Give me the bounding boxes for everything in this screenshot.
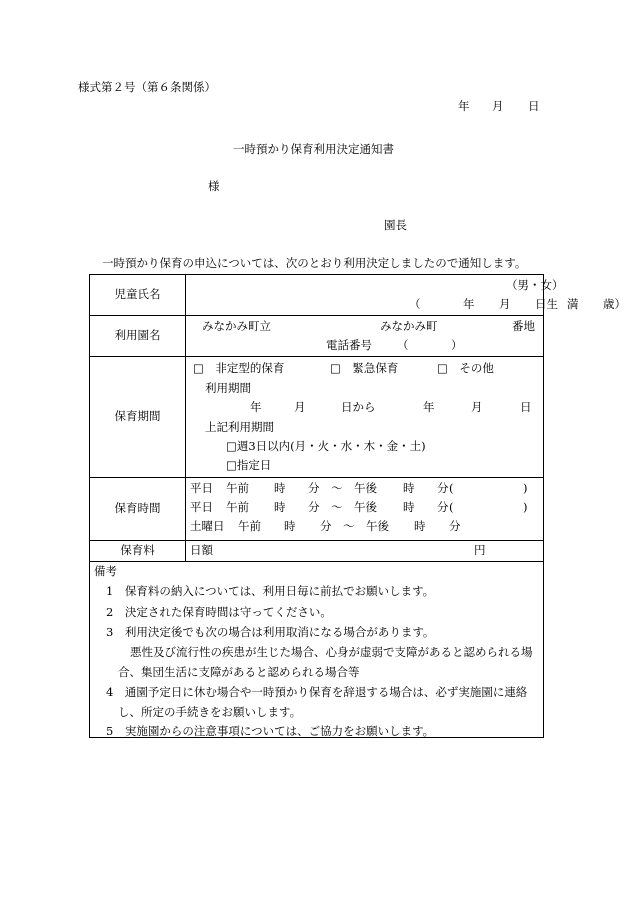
note-1: 1 保育料の納入については、利用日毎に前払でお願いします。 (106, 584, 435, 598)
time-saturday: 土曜日 (190, 519, 225, 533)
period-year2: 年 (423, 400, 435, 414)
dob-year: 年 (463, 297, 475, 311)
gender-choice: （男・女） (506, 278, 564, 292)
time-minute-3a: 分 (320, 519, 332, 533)
row-notes (90, 562, 544, 738)
age-full: 満 (567, 297, 579, 311)
fee-yen: 円 (474, 543, 486, 557)
note-3-line-b: 合、集団生活に支障があると認められる場合等 (118, 665, 360, 679)
dob-open: （ (409, 297, 421, 311)
note-4-line-b: し、所定の手続きをお願いします。 (118, 705, 302, 719)
time-paren-open-1: ( (449, 481, 454, 495)
note-2: 2 決定された保育時間は守ってください。 (106, 605, 332, 619)
note-5: 5 実施園からの注意事項については、ご協力をお願いします。 (106, 724, 435, 738)
checkbox-within-3-days[interactable]: □週3日以内(月・火・水・木・金・土) (226, 439, 426, 453)
label-period: 保育期間 (90, 357, 186, 478)
note-3-line-a: 悪性及び流行性の疾患が生じた場合、心身が虚弱で支障があると認められる場 (130, 645, 533, 659)
time-am-2: 午前 (226, 500, 249, 514)
recipient-suffix: 様 (208, 179, 220, 193)
period-year1: 年 (250, 400, 262, 414)
time-paren-close-2: ) (523, 500, 528, 514)
row-period (90, 357, 544, 478)
time-hour-2a: 時 (274, 500, 286, 514)
checkbox-other[interactable]: □ その他 (437, 361, 494, 375)
note-4-line-a: 4 通園予定日に休む場合や一時預かり保育を辞退する場合は、必ず実施園に連絡 (106, 685, 528, 699)
period-from: 日から (341, 400, 376, 414)
time-weekday-2: 平日 (190, 500, 213, 514)
document-title: 一時預かり保育利用決定通知書 (233, 142, 394, 156)
intro-text: 一時預かり保育の申込については、次のとおり利用決定しましたので通知します。 (102, 256, 527, 270)
time-paren-close-1: ) (523, 481, 528, 495)
phone-open: （ (397, 338, 409, 352)
checkbox-designated-day[interactable]: □指定日 (226, 458, 272, 472)
date-year: 年 (458, 99, 470, 113)
child-name-cell (186, 275, 626, 316)
time-am-3: 午前 (238, 519, 261, 533)
time-tilde-3: 〜 (343, 519, 355, 533)
row-child-name (90, 275, 544, 316)
period-cell (186, 357, 544, 478)
period-month1: 月 (294, 400, 306, 414)
time-pm-2: 午後 (354, 500, 377, 514)
date-day: 日 (528, 99, 540, 113)
facility-town-right: みなかみ町 (380, 319, 438, 333)
time-minute-3b: 分 (449, 519, 461, 533)
label-fee: 保育料 (90, 541, 186, 562)
label-time: 保育時間 (90, 478, 186, 541)
time-minute-1a: 分 (308, 481, 320, 495)
dob-month: 月 (499, 297, 511, 311)
time-minute-2a: 分 (308, 500, 320, 514)
checkbox-emergency[interactable]: □ 緊急保育 (330, 361, 399, 375)
note-3: 3 利用決定後でも次の場合は利用取消になる場合があります。 (106, 625, 435, 639)
period-day2: 日 (520, 400, 532, 414)
dob-born: 日生 (535, 297, 558, 311)
time-tilde-1: 〜 (331, 481, 343, 495)
facility-town-left: みなかみ町立 (202, 319, 271, 333)
time-weekday-1: 平日 (190, 481, 213, 495)
time-hour-1a: 時 (274, 481, 286, 495)
notes-cell (90, 562, 544, 738)
time-hour-3b: 時 (414, 519, 426, 533)
time-minute-2b: 分 (437, 500, 449, 514)
time-hour-1b: 時 (403, 481, 415, 495)
row-fee (90, 541, 544, 562)
above-period-label: 上記利用期間 (205, 420, 274, 434)
label-facility: 利用園名 (90, 316, 186, 357)
time-minute-1b: 分 (437, 481, 449, 495)
phone-close: ） (451, 338, 463, 352)
notes-heading: 備考 (94, 564, 117, 578)
time-tilde-2: 〜 (331, 500, 343, 514)
sender-title: 園長 (384, 218, 407, 232)
fee-daily: 日額 (190, 543, 213, 557)
row-time (90, 478, 544, 541)
time-pm-3: 午後 (366, 519, 389, 533)
form-number: 様式第２号（第６条関係） (78, 80, 216, 94)
date-month: 月 (492, 99, 504, 113)
facility-banchi: 番地 (512, 319, 535, 333)
decision-table (89, 274, 626, 738)
use-period-label: 利用期間 (205, 381, 251, 395)
fee-cell (186, 541, 544, 562)
time-am-1: 午前 (226, 481, 249, 495)
time-paren-open-2: ( (449, 500, 454, 514)
row-facility (90, 316, 544, 357)
period-month2: 月 (471, 400, 483, 414)
label-child-name: 児童氏名 (90, 275, 186, 316)
checkbox-non-regular[interactable]: □ 非定型的保育 (193, 361, 285, 375)
time-cell (186, 478, 544, 541)
age-suffix: 歳） (603, 297, 626, 311)
phone-label: 電話番号 (326, 338, 372, 352)
time-pm-1: 午後 (354, 481, 377, 495)
time-hour-2b: 時 (403, 500, 415, 514)
facility-cell (186, 316, 544, 357)
time-hour-3a: 時 (284, 519, 296, 533)
